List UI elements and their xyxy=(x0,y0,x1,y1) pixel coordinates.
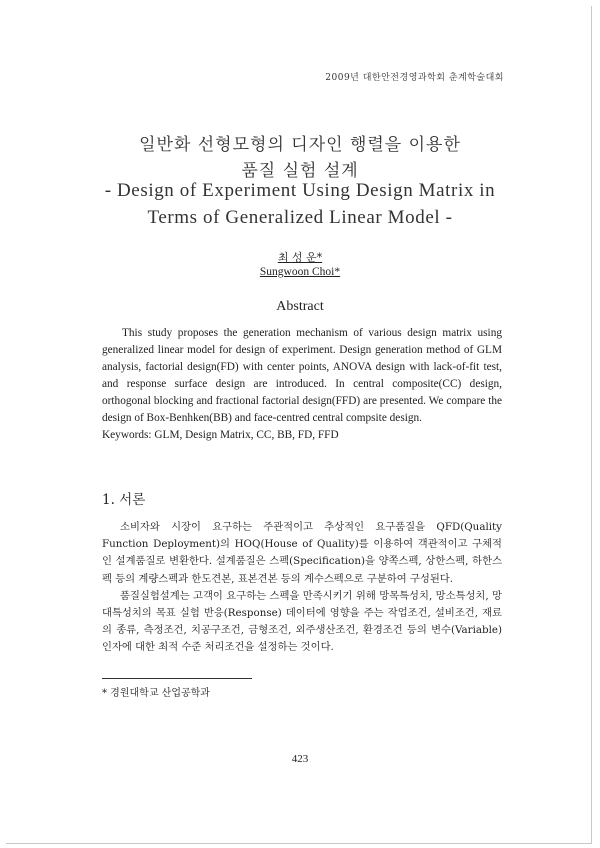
title-korean-line-1: 일반화 선형모형의 디자인 행렬을 이용한 xyxy=(139,135,461,155)
author-korean-text: 최 성 운* xyxy=(277,251,323,264)
footnote: * 경원대학교 산업공학과 xyxy=(102,688,210,699)
abstract-text: This study proposes the generation mechanism of various design matrix using generalized linear model for design of experiment. Design generation method of GLM analysis, factorial design(FD) with center points, ANOVA design with lack-of-fit test, and response surface design are introduced. In central composite(CC) design, orthogonal blocking and fractional factorial design(FFD) are presented. We compare the design of Box-Benhken(BB) and face-centred central compsite design. xyxy=(102,327,502,424)
page-number: 423 xyxy=(291,753,309,765)
abstract-heading: Abstract xyxy=(276,299,324,314)
author-korean xyxy=(0,249,600,265)
paragraph: 소비자와 시장이 요구하는 주관적이고 추상적인 요구품질을 QFD(Quality Function Deployment)의 HOQ(House of Quality)를 이용하여 객관적이고 구체적인 설계품질로 변환한다. 설계품질은 스펙(Specification)을 양쪽스펙, 상한스펙, 하한스펙 등의 계량스펙과 한도견본, 표본견본 등의 계수스펙으로 구분하여 구성된다. xyxy=(102,521,502,585)
footnote-divider xyxy=(102,678,252,679)
title-english-line-1: - Design of Experiment Using Design Matrix in xyxy=(104,180,496,201)
author-english xyxy=(0,266,600,278)
title-english-line-2: Terms of Generalized Linear Model - xyxy=(147,207,453,228)
keywords: Keywords: GLM, Design Matrix, CC, BB, FD, FFD xyxy=(102,429,339,441)
paragraph: 품질실험설계는 고객이 요구하는 스펙을 만족시키기 위해 망목특성치, 망소특성치, 망대특성치의 목표 실험 반응(Response) 데이터에 영향을 주는 작업조건, 설비조건, 재료의 종류, 측정조건, 치공구조건, 금형조건, 외주생산조건, 환경조건 등의 변수(Variable)인자에 대한 최적 수준 처리조건을 설정하는 것이다. xyxy=(102,589,502,654)
author-english-text: Sungwoon Choi* xyxy=(259,266,341,278)
title-korean-line-2: 품질 실험 설계 xyxy=(241,161,359,181)
conference-header: 2009년 대한안전경영과학회 춘계학술대회 xyxy=(325,73,504,83)
abstract-block xyxy=(102,325,502,444)
section-heading: 1. 서론 xyxy=(102,492,146,508)
body-text xyxy=(102,519,502,657)
